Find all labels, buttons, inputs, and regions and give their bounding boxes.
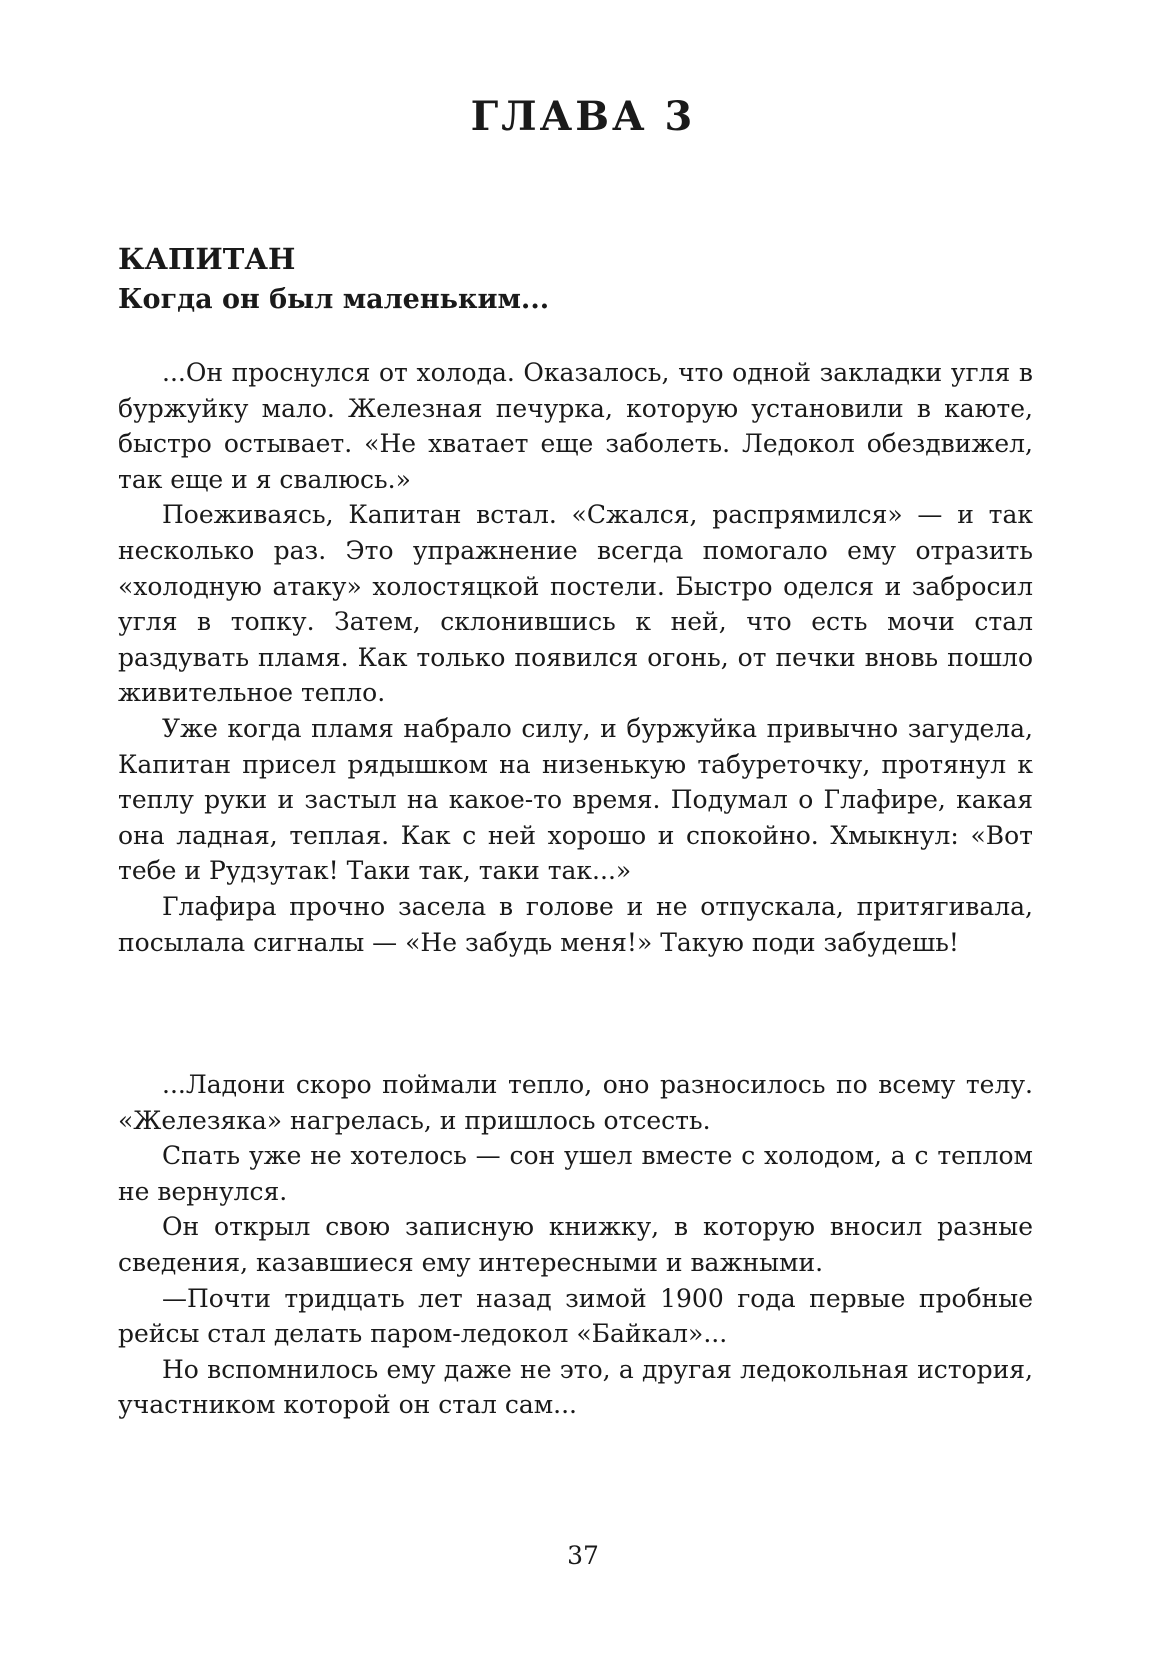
section-subtitle: Когда он был маленьким... — [118, 284, 550, 315]
page-number: 37 — [567, 1541, 599, 1570]
paragraph: Но вспомнилось ему даже не это, а другая ледокольная история, участником которой он стал сам... — [118, 1354, 1033, 1420]
paragraph: —Почти тридцать лет назад зимой 1900 года первые пробные рейсы стал делать паром-ледокол «Байкал»... — [118, 1283, 1033, 1349]
paragraph: Глафира прочно засела в голове и не отпускала, притягивала, посылала сигналы — «Не забудь меня!» Такую поди забудешь! — [118, 891, 1033, 957]
paragraph: Он открыл свою записную книжку, в которую вносил разные сведения, казавшиеся ему интересными и важными. — [118, 1212, 1033, 1277]
paragraph: Уже когда пламя набрало силу, и буржуйка привычно загудела, Капитан присел рядышком на низенькую табуреточку, протянул к теплу руки и застыл на какое-то время. Подумал о Глафире, какая она ладная, теплая. Как с ней хорошо и спокойно. Хмыкнул: «Вот тебе и Рудзутак! Таки так, таки так...» — [118, 713, 1033, 886]
body-text-part-2 — [118, 1067, 1033, 1423]
body-text-part-1 — [118, 355, 1033, 960]
section-title: КАПИТАН — [118, 242, 296, 276]
paragraph: ...Ладони скоро поймали тепло, оно разносилось по всему телу. «Железяка» нагрелась, и пришлось отсесть. — [118, 1070, 1033, 1135]
chapter-title: ГЛАВА 3 — [470, 93, 696, 140]
paragraph: ...Он проснулся от холода. Оказалось, что одной закладки угля в буржуйку мало. Железная печурка, которую установили в каюте, быстро остывает. «Не хватает еще заболеть. Ледокол обездвижел, так еще и я свалюсь.» — [118, 358, 1033, 494]
paragraph: Спать уже не хотелось — сон ушел вместе с холодом, а с теплом не вернулся. — [118, 1141, 1033, 1206]
paragraph: Поеживаясь, Капитан встал. «Сжался, распрямился» — и так несколько раз. Это упражнение всегда помогало ему отразить «холодную атаку» холостяцкой постели. Быстро оделся и забросил угля в топку. Затем, склонившись к ней, что есть мочи стал раздувать пламя. Как только появился огонь, от печки вновь пошло живительное тепло. — [118, 500, 1033, 708]
